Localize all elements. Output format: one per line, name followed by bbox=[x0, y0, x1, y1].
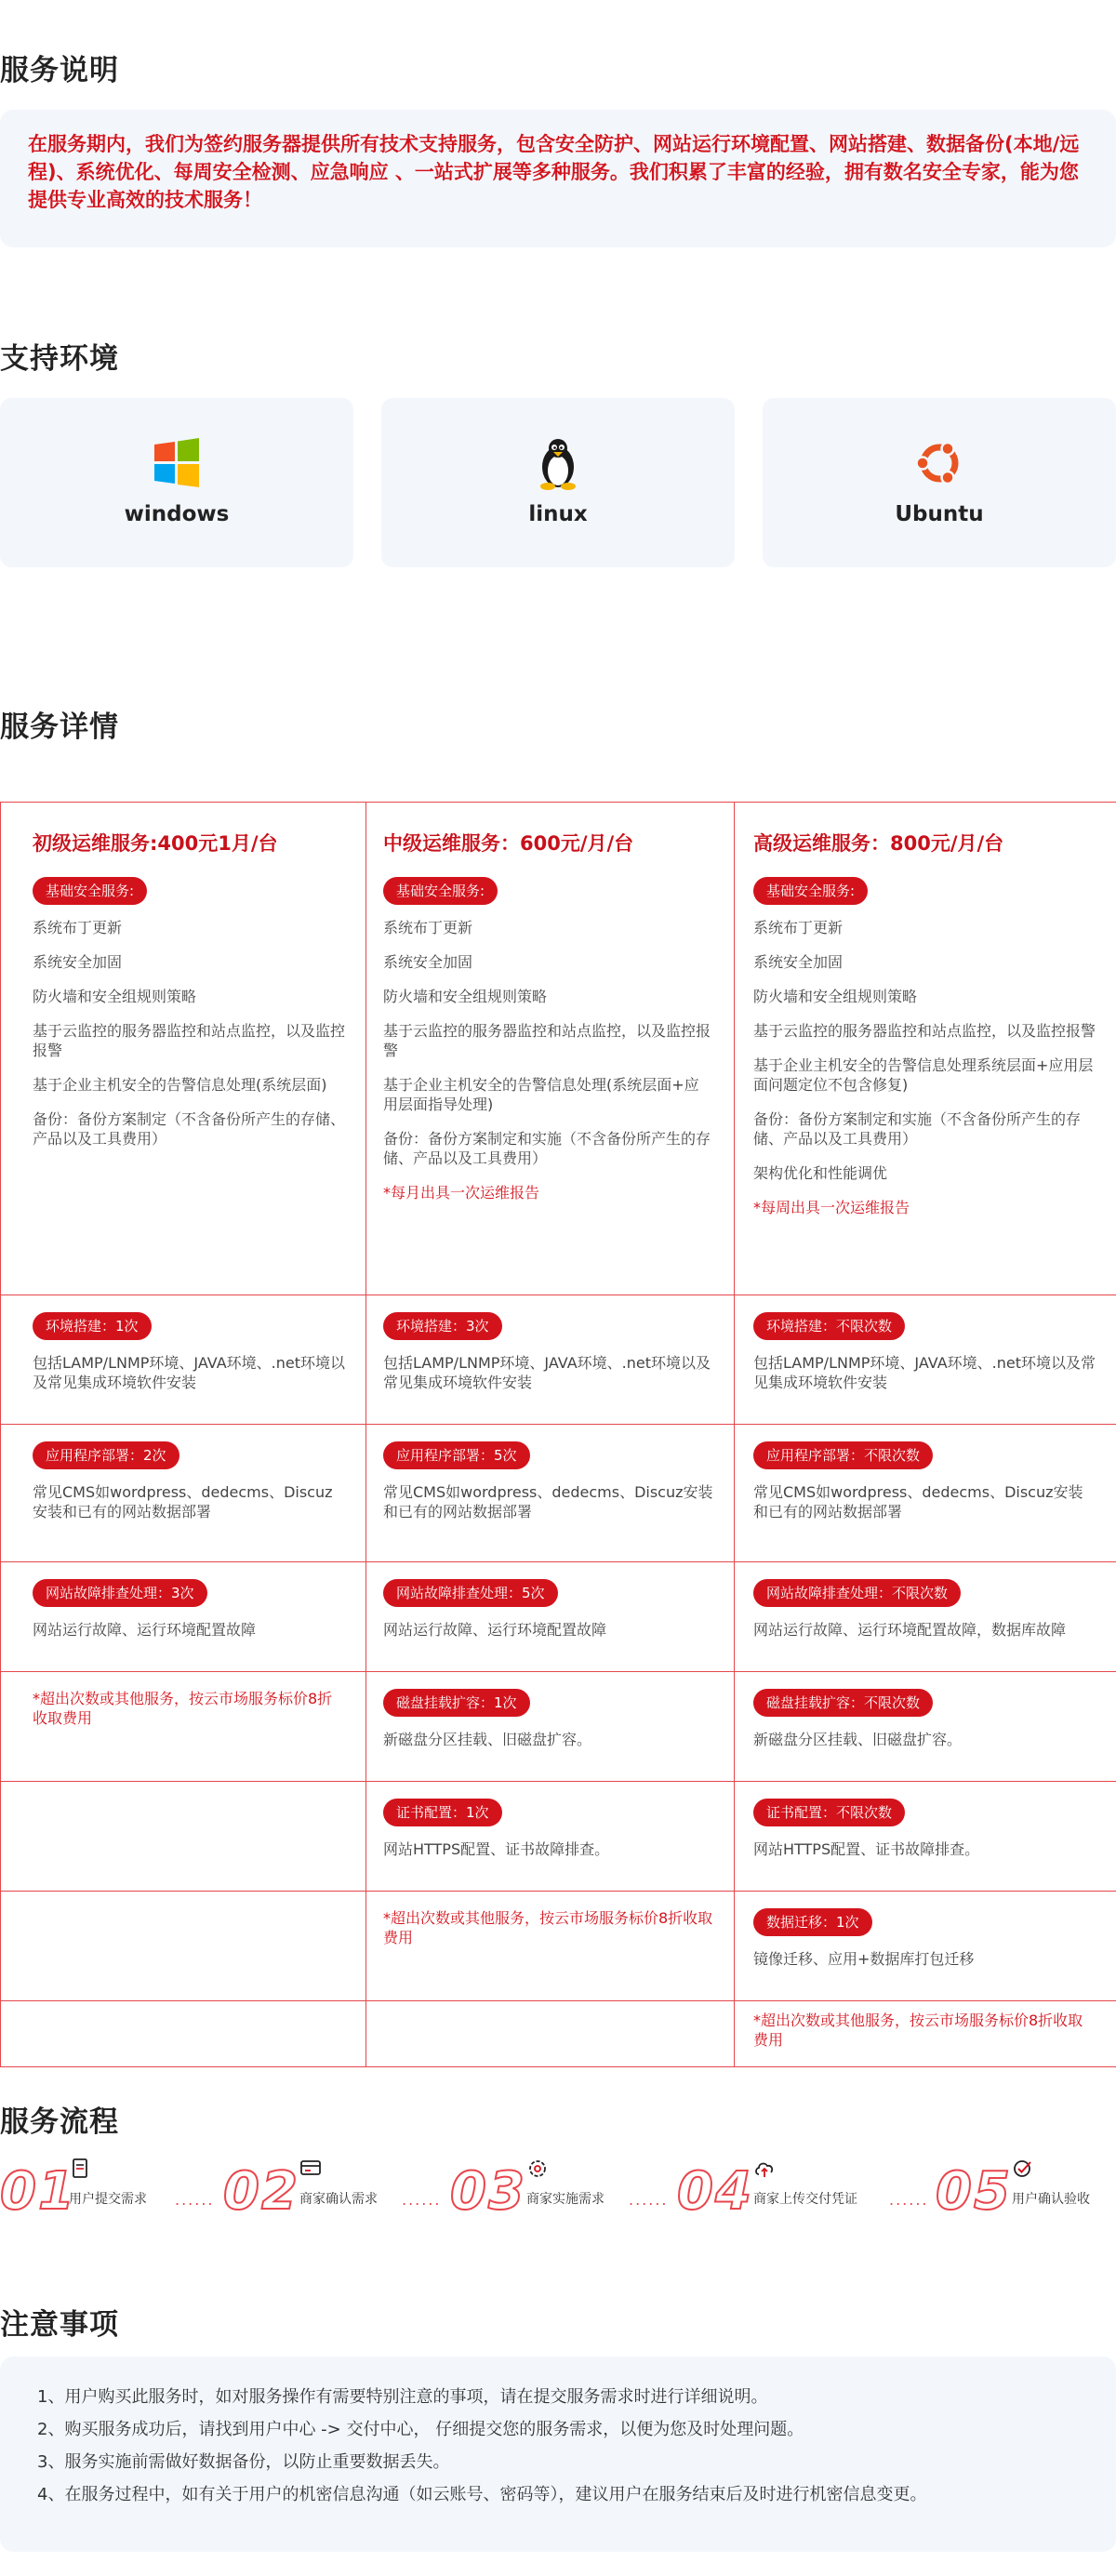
plan-adv-security-cell bbox=[735, 803, 1116, 1295]
cert-text: 网站HTTPS配置、证书故障排查。 bbox=[383, 1840, 610, 1858]
pill-adv-migrate: 数据迁移：1次 bbox=[753, 1908, 872, 1936]
list-item: 系统安全加固 bbox=[33, 953, 123, 971]
pill-adv-security: 基础安全服务: bbox=[753, 877, 868, 905]
pill-adv-fault: 网站故障排查处理：不限次数 bbox=[753, 1579, 961, 1607]
flow-step-5 bbox=[936, 2158, 1116, 2223]
section-title-support-env: 支持环境 bbox=[0, 342, 119, 376]
document-icon bbox=[69, 2158, 91, 2180]
fault-text: 网站运行故障、运行环境配置故障 bbox=[383, 1621, 607, 1639]
plan-mid-env-cell bbox=[366, 1295, 735, 1425]
step-number: 01 bbox=[0, 2161, 76, 2222]
report-note-mid: *每月出具一次运维报告 bbox=[383, 1184, 540, 1202]
env-label-windows: windows bbox=[124, 502, 230, 526]
plan-adv-disk-cell bbox=[735, 1672, 1116, 1782]
extra-note-adv: *超出次数或其他服务，按云市场服务标价8折收取费用 bbox=[753, 2012, 1083, 2049]
table-row bbox=[1, 1425, 1116, 1562]
card-icon bbox=[299, 2158, 322, 2180]
step-label: 用户提交需求 bbox=[69, 2192, 147, 2207]
env-card-windows bbox=[0, 398, 353, 567]
plan-mid-disk-cell bbox=[366, 1672, 735, 1782]
plan-title-mid: 中级运维服务：600元/月/台 bbox=[383, 832, 634, 855]
list-item: 防火墙和安全组规则策略 bbox=[753, 988, 918, 1005]
empty-cell bbox=[1, 1782, 366, 1892]
description-panel bbox=[0, 110, 1116, 247]
extra-note-basic: *超出次数或其他服务，按云市场服务标价8折收取费用 bbox=[33, 1690, 333, 1727]
notice-item: 4、在服务过程中，如有关于用户的机密信息沟通（如云账号、密码等），建议用户在服务结束后及时进行机密信息变更。 bbox=[37, 2485, 927, 2504]
windows-icon bbox=[149, 435, 205, 491]
list-item: 基于云监控的服务器监控和站点监控，以及监控报警 bbox=[33, 1022, 346, 1059]
pill-adv-app: 应用程序部署：不限次数 bbox=[753, 1441, 933, 1469]
report-note-adv: *每周出具一次运维报告 bbox=[753, 1199, 910, 1216]
list-item: 系统布丁更新 bbox=[33, 919, 123, 936]
table-row bbox=[1, 1672, 1116, 1782]
list-item: 系统布丁更新 bbox=[753, 919, 844, 936]
table-row bbox=[1, 1562, 1116, 1672]
pill-mid-cert: 证书配置：1次 bbox=[383, 1799, 502, 1826]
empty-cell bbox=[1, 2001, 366, 2067]
linux-icon bbox=[530, 435, 586, 491]
pill-mid-app: 应用程序部署：5次 bbox=[383, 1441, 530, 1469]
flow-step-1 bbox=[0, 2158, 177, 2223]
list-item: 备份：备份方案制定（不含备份所产生的存储、产品以及工具费用） bbox=[33, 1110, 346, 1148]
plan-basic-security-cell bbox=[1, 803, 366, 1295]
pill-adv-disk: 磁盘挂载扩容：不限次数 bbox=[753, 1689, 933, 1717]
env-card-ubuntu bbox=[763, 398, 1116, 567]
table-row bbox=[1, 2001, 1116, 2067]
table-row bbox=[1, 1782, 1116, 1892]
list-item: 系统布丁更新 bbox=[383, 919, 473, 936]
empty-cell bbox=[366, 2001, 735, 2067]
fault-text: 网站运行故障、运行环境配置故障，数据库故障 bbox=[753, 1621, 1067, 1639]
plan-adv-env-cell bbox=[735, 1295, 1116, 1425]
app-text: 常见CMS如wordpress、dedecms、Discuz安装和已有的网站数据部署 bbox=[383, 1483, 713, 1520]
list-item: 基于企业主机安全的告警信息处理(系统层面) bbox=[33, 1076, 327, 1094]
env-text: 包括LAMP/LNMP环境、JAVA环境、.net环境以及常见集成环境软件安装 bbox=[33, 1354, 345, 1391]
pill-mid-fault: 网站故障排查处理：5次 bbox=[383, 1579, 558, 1607]
env-label-linux: linux bbox=[528, 502, 588, 526]
flow-connector: ...... bbox=[175, 2191, 215, 2209]
plan-mid-extra-cell bbox=[366, 1892, 735, 2001]
list-item: 系统安全加固 bbox=[383, 953, 473, 971]
plan-basic-extra-cell bbox=[1, 1672, 366, 1782]
empty-cell bbox=[1, 1892, 366, 2001]
step-label: 商家实施需求 bbox=[526, 2192, 604, 2207]
cert-text: 网站HTTPS配置、证书故障排查。 bbox=[753, 1840, 980, 1858]
pill-basic-app: 应用程序部署：2次 bbox=[33, 1441, 179, 1469]
list-item: 防火墙和安全组规则策略 bbox=[383, 988, 548, 1005]
upload-cloud-icon bbox=[753, 2158, 776, 2180]
env-text: 包括LAMP/LNMP环境、JAVA环境、.net环境以及常见集成环境软件安装 bbox=[753, 1354, 1096, 1391]
pill-basic-env: 环境搭建：1次 bbox=[33, 1312, 152, 1340]
step-number: 04 bbox=[677, 2161, 753, 2222]
flow-connector: ...... bbox=[889, 2191, 929, 2209]
pill-mid-env: 环境搭建：3次 bbox=[383, 1312, 502, 1340]
section-title-service-detail: 服务详情 bbox=[0, 710, 119, 744]
list-item: 防火墙和安全组规则策略 bbox=[33, 988, 197, 1005]
env-text: 包括LAMP/LNMP环境、JAVA环境、.net环境以及常见集成环境软件安装 bbox=[383, 1354, 711, 1391]
env-label-ubuntu: Ubuntu bbox=[895, 502, 984, 526]
pill-adv-cert: 证书配置：不限次数 bbox=[753, 1799, 905, 1826]
notice-item: 3、服务实施前需做好数据备份，以防止重要数据丢失。 bbox=[37, 2452, 450, 2472]
plan-adv-cert-cell bbox=[735, 1782, 1116, 1892]
check-circle-icon bbox=[1012, 2158, 1034, 2180]
table-row bbox=[1, 1892, 1116, 2001]
plan-adv-migrate-cell bbox=[735, 1892, 1116, 2001]
service-flow bbox=[0, 2158, 1116, 2223]
table-row bbox=[1, 1295, 1116, 1425]
fault-text: 网站运行故障、运行环境配置故障 bbox=[33, 1621, 257, 1639]
table-row bbox=[1, 803, 1116, 1295]
pill-mid-security: 基础安全服务: bbox=[383, 877, 498, 905]
flow-step-4 bbox=[677, 2158, 891, 2223]
app-text: 常见CMS如wordpress、dedecms、Discuz安装和已有的网站数据部署 bbox=[33, 1483, 333, 1520]
gear-icon bbox=[526, 2158, 549, 2180]
flow-step-2 bbox=[223, 2158, 400, 2223]
pill-adv-env: 环境搭建：不限次数 bbox=[753, 1312, 905, 1340]
disk-text: 新磁盘分区挂载、旧磁盘扩容。 bbox=[383, 1731, 592, 1748]
extra-note-mid: *超出次数或其他服务，按云市场服务标价8折收取费用 bbox=[383, 1909, 713, 1946]
service-detail-table bbox=[0, 802, 1116, 2067]
list-item: 基于云监控的服务器监控和站点监控，以及监控报警 bbox=[753, 1022, 1096, 1040]
list-item: 架构优化和性能调优 bbox=[753, 1164, 888, 1182]
flow-connector: ...... bbox=[629, 2191, 669, 2209]
step-number: 03 bbox=[450, 2161, 526, 2222]
step-number: 05 bbox=[936, 2161, 1012, 2222]
flow-step-3 bbox=[450, 2158, 627, 2223]
pill-basic-fault: 网站故障排查处理：3次 bbox=[33, 1579, 207, 1607]
disk-text: 新磁盘分区挂载、旧磁盘扩容。 bbox=[753, 1731, 963, 1748]
env-card-linux bbox=[381, 398, 735, 567]
plan-adv-fault-cell bbox=[735, 1562, 1116, 1672]
plan-basic-app-cell bbox=[1, 1425, 366, 1562]
list-item: 基于企业主机安全的告警信息处理系统层面+应用层面问题定位不包含修复) bbox=[753, 1056, 1094, 1094]
step-label: 商家上传交付凭证 bbox=[753, 2192, 857, 2207]
list-item: 备份：备份方案制定和实施（不含备份所产生的存储、产品以及工具费用） bbox=[753, 1110, 1082, 1148]
step-label: 商家确认需求 bbox=[299, 2192, 378, 2207]
plan-basic-env-cell bbox=[1, 1295, 366, 1425]
step-number: 02 bbox=[223, 2161, 299, 2222]
notice-panel bbox=[0, 2357, 1116, 2552]
plan-mid-security-cell bbox=[366, 803, 735, 1295]
list-item: 备份：备份方案制定和实施（不含备份所产生的存储、产品以及工具费用） bbox=[383, 1130, 711, 1167]
notice-item: 2、购买服务成功后，请找到用户中心 -> 交付中心， 仔细提交您的服务需求，以便为您及时处理问题。 bbox=[37, 2420, 804, 2439]
migrate-text: 镜像迁移、应用+数据库打包迁移 bbox=[753, 1950, 975, 1968]
list-item: 基于云监控的服务器监控和站点监控，以及监控报警 bbox=[383, 1022, 711, 1059]
plan-title-basic: 初级运维服务:400元1月/台 bbox=[33, 832, 278, 855]
app-text: 常见CMS如wordpress、dedecms、Discuz安装和已有的网站数据部署 bbox=[753, 1483, 1083, 1520]
plan-basic-fault-cell bbox=[1, 1562, 366, 1672]
pill-mid-disk: 磁盘挂载扩容：1次 bbox=[383, 1689, 530, 1717]
flow-connector: ...... bbox=[402, 2191, 442, 2209]
step-label: 用户确认验收 bbox=[1012, 2192, 1090, 2207]
plan-mid-fault-cell bbox=[366, 1562, 735, 1672]
pill-basic-security: 基础安全服务: bbox=[33, 877, 147, 905]
section-title-service-flow: 服务流程 bbox=[0, 2105, 119, 2139]
ubuntu-icon bbox=[911, 435, 967, 491]
plan-title-adv: 高级运维服务：800元/月/台 bbox=[753, 832, 1004, 855]
plan-mid-cert-cell bbox=[366, 1782, 735, 1892]
list-item: 基于企业主机安全的告警信息处理(系统层面+应用层面指导处理) bbox=[383, 1076, 699, 1113]
plan-adv-app-cell bbox=[735, 1425, 1116, 1562]
notice-item: 1、用户购买此服务时，如对服务操作有需要特别注意的事项，请在提交服务需求时进行详细说明。 bbox=[37, 2387, 768, 2407]
list-item: 系统安全加固 bbox=[753, 953, 844, 971]
description-text: 在服务期内，我们为签约服务器提供所有技术支持服务，包含安全防护、网站运行环境配置、网站搭建、数据备份(本地/远程)、系统优化、每周安全检测、应急响应 、一站式扩展等多种服务。我们积累了丰富的经验，拥有数名安全专家，能为您提供专业高效的技术服务！ bbox=[28, 133, 1080, 211]
section-title-service-desc: 服务说明 bbox=[0, 54, 119, 87]
section-title-notice: 注意事项 bbox=[0, 2308, 119, 2342]
plan-mid-app-cell bbox=[366, 1425, 735, 1562]
plan-adv-extra-cell bbox=[735, 2001, 1116, 2067]
